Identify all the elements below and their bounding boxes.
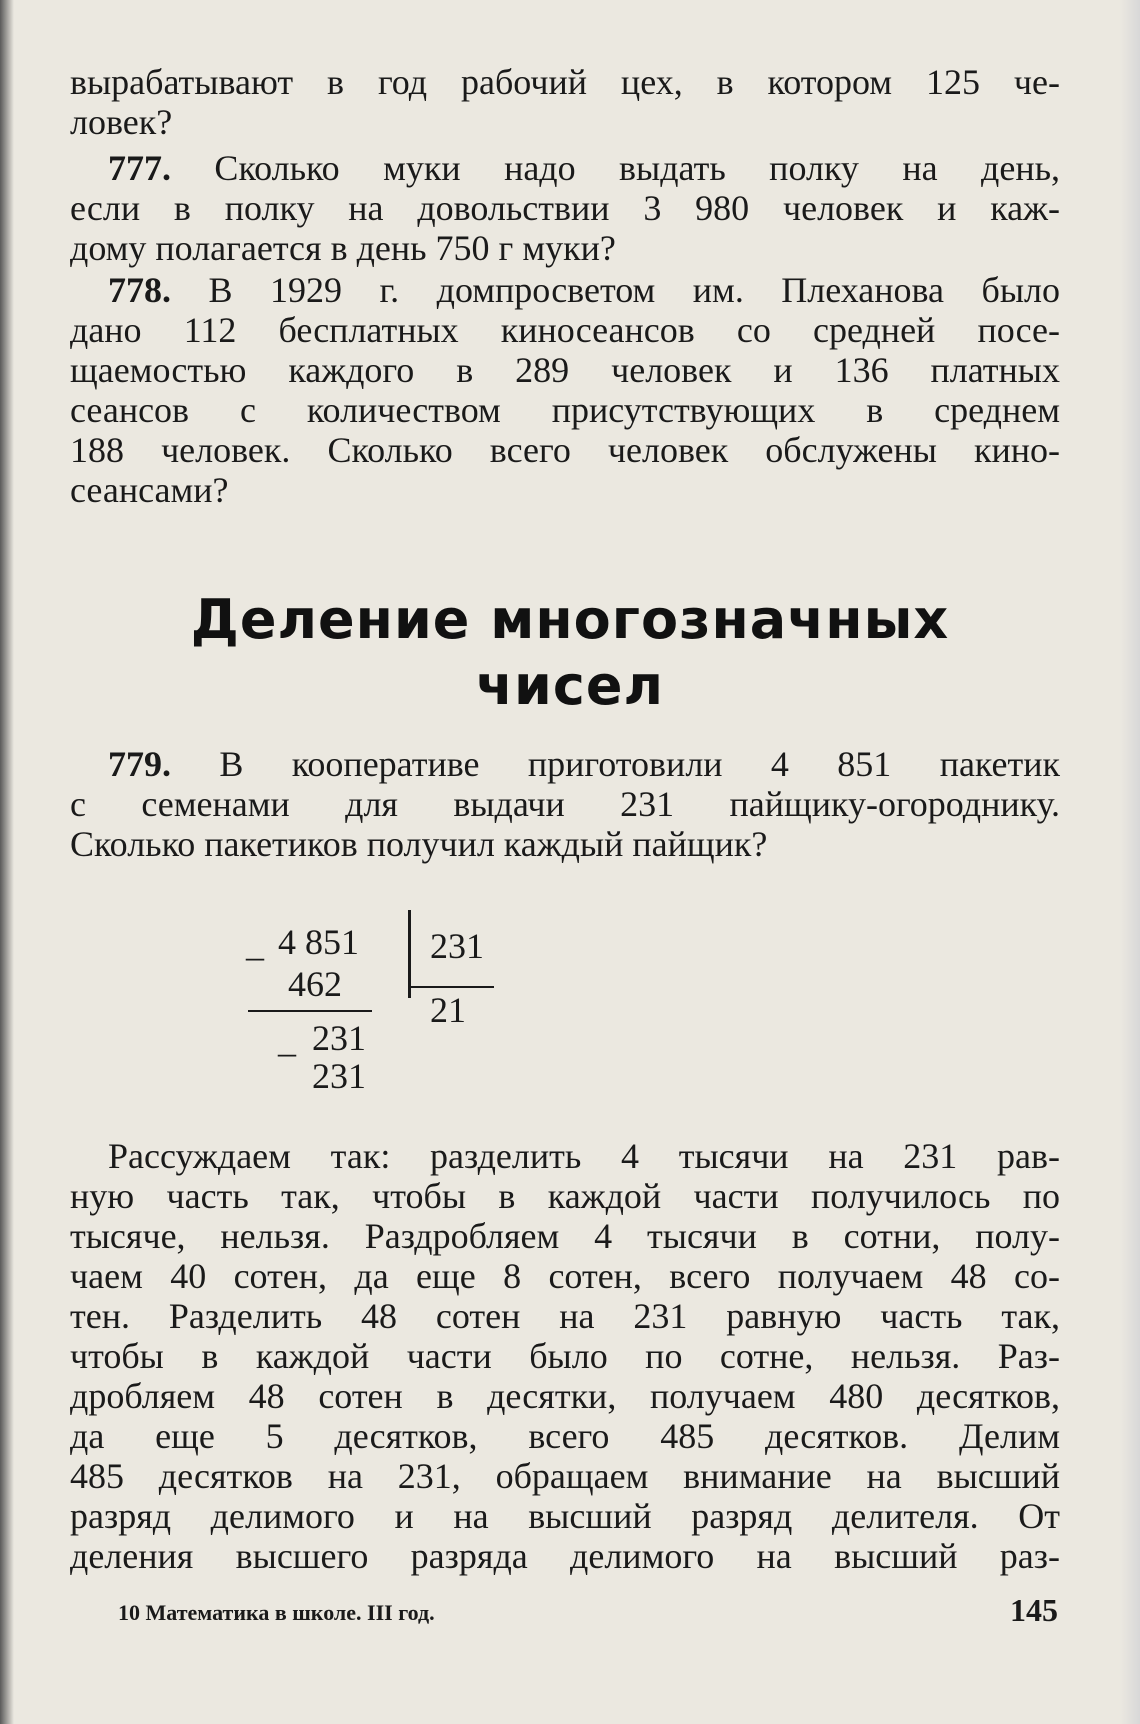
text-line: деления высшего разряда делимого на высший раз- [70, 1536, 1060, 1576]
problem-number: 777. [108, 148, 171, 188]
text-line: дробляем 48 сотен в десятки, получаем 480 десятков, [70, 1376, 1060, 1416]
text-line: 485 десятков на 231, обращаем внимание на высший [70, 1456, 1060, 1496]
division-rule [248, 1010, 372, 1012]
problem-779 [108, 744, 1060, 784]
section-heading-line1: Деление многозначных [190, 588, 950, 651]
text-line: да еще 5 десятков, всего 485 десятков. Делим [70, 1416, 1060, 1456]
problem-number: 778. [108, 270, 171, 310]
divisor: 231 [430, 926, 484, 966]
text-line: вырабатывают в год рабочий цех, в котором 125 че- [70, 62, 1060, 102]
footer-signature: 10 Математика в школе. III год. [118, 1600, 435, 1625]
text-line: 188 человек. Сколько всего человек обслужены кино- [70, 430, 1060, 470]
quotient-rule [408, 986, 494, 988]
text-line: тысяче, нельзя. Раздробляем 4 тысячи в сотни, полу- [70, 1216, 1060, 1256]
text-line: В кооперативе приготовили 4 851 пакетик [171, 744, 1060, 784]
text-line: ную часть так, чтобы в каждой части получилось по [70, 1176, 1060, 1216]
text-line: Сколько муки надо выдать полку на день, [171, 148, 1060, 188]
text-line: чаем 40 сотен, да еще 8 сотен, всего получаем 48 со- [70, 1256, 1060, 1296]
problem-778 [108, 270, 1060, 310]
text-line: Сколько пакетиков получил каждый пайщик? [70, 824, 768, 864]
remainder: 231 [312, 1018, 366, 1058]
text-line: с семенами для выдачи 231 пайщику-огороднику. [70, 784, 1060, 824]
text-line: щаемостью каждого в 289 человек и 136 платных [70, 350, 1060, 390]
text-line: В 1929 г. домпросветом им. Плеханова было [171, 270, 1060, 310]
subtrahend: 231 [312, 1056, 366, 1096]
text-line: тен. Разделить 48 сотен на 231 равную часть так, [70, 1296, 1060, 1336]
text-line: дано 112 бесплатных киносеансов со средней посе- [70, 310, 1060, 350]
quotient: 21 [430, 990, 466, 1030]
text-line: если в полку на довольствии 3 980 человек и каж- [70, 188, 1060, 228]
text-line: чтобы в каждой части было по сотне, нельзя. Раз- [70, 1336, 1060, 1376]
page-number: 145 [1010, 1592, 1058, 1628]
text-line: сеансами? [70, 470, 229, 510]
text-line: ловек? [70, 102, 173, 142]
text-line: сеансов с количеством присутствующих в среднем [70, 390, 1060, 430]
dividend: 4 851 [278, 922, 359, 962]
section-heading-line2: чисел [475, 654, 665, 717]
text-line: Рассуждаем так: разделить 4 тысячи на 231 рав- [108, 1136, 1060, 1176]
text-line: дому полагается в день 750 г муки? [70, 228, 616, 268]
minus-sign: _ [278, 1020, 296, 1060]
problem-number: 779. [108, 744, 171, 784]
text-line: разряд делимого и на высший разряд делителя. От [70, 1496, 1060, 1536]
subtrahend: 462 [288, 964, 342, 1004]
problem-777 [108, 148, 1060, 188]
divisor-bracket [408, 910, 411, 998]
minus-sign: _ [246, 924, 264, 964]
